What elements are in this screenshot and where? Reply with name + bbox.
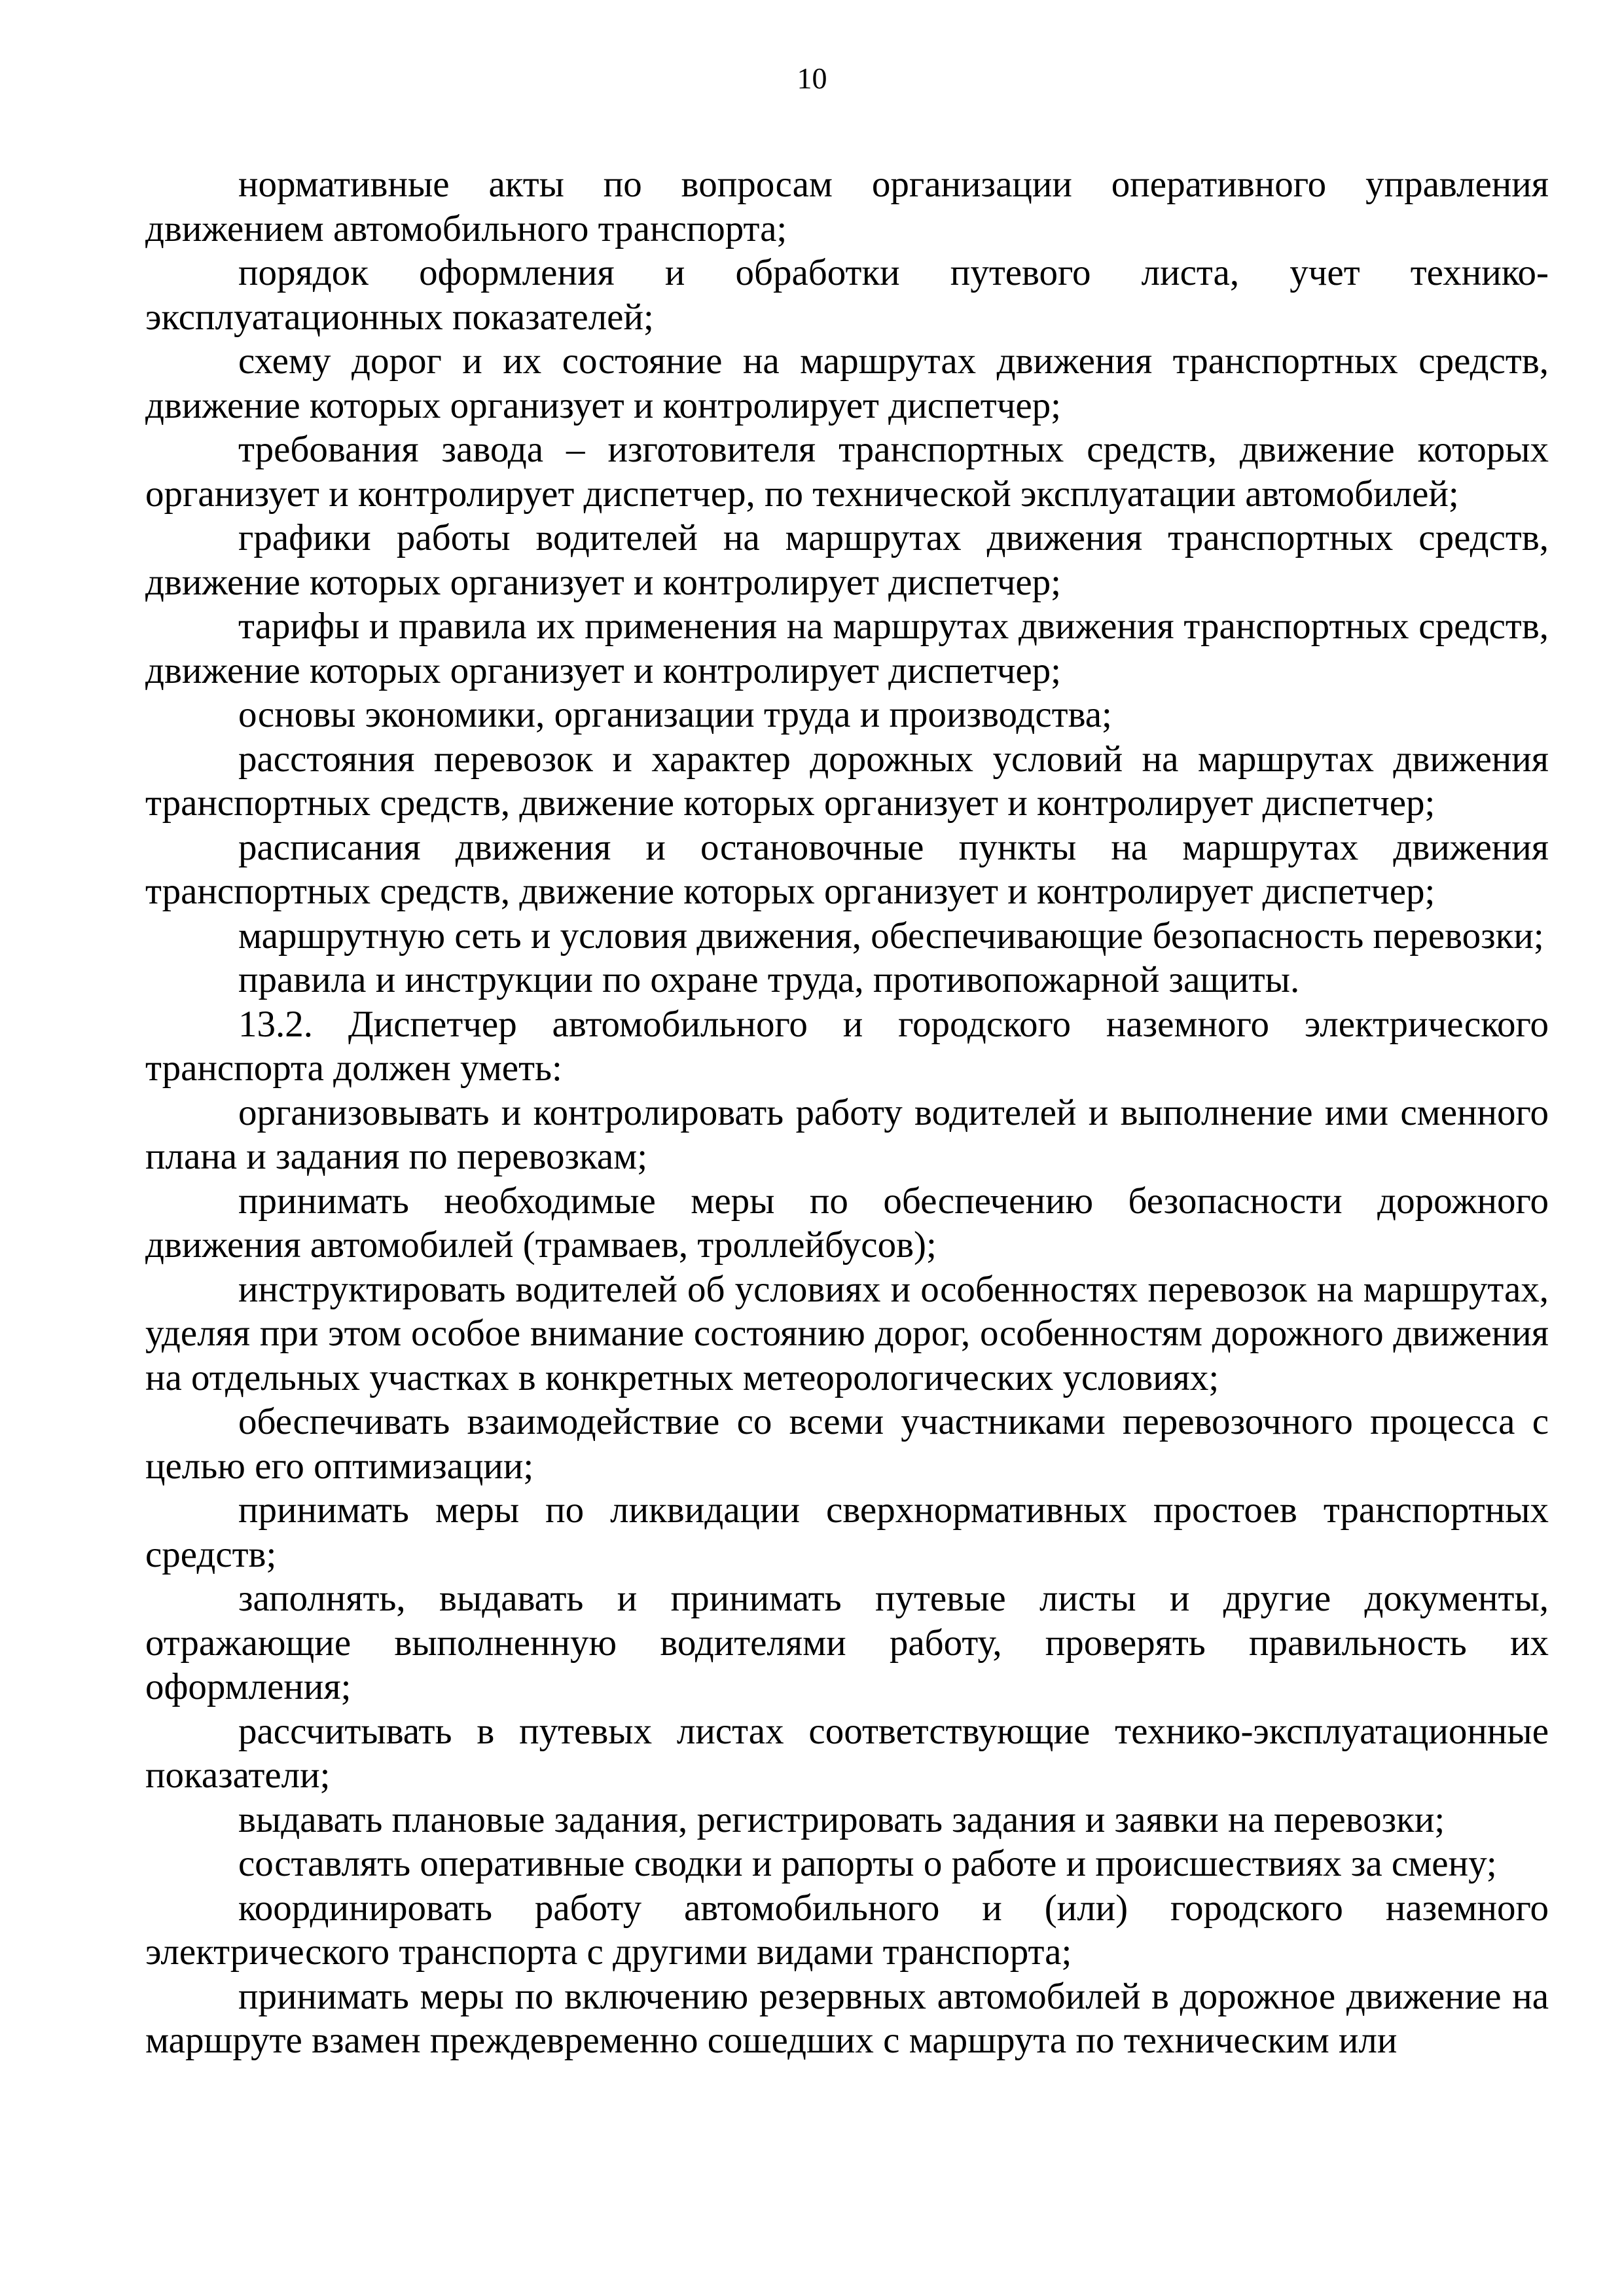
paragraph: обеспечивать взаимодействие со всеми участниками перевозочного процесса с целью его оптимизации; — [145, 1401, 1549, 1487]
paragraph: рассчитывать в путевых листах соответствующие технико-эксплуатационные показатели; — [145, 1710, 1549, 1796]
paragraph: маршрутную сеть и условия движения, обеспечивающие безопасность перевозки; — [238, 915, 1544, 957]
paragraph: требования завода – изготовителя транспортных средств, движение которых организует и контролирует диспетчер, по технической эксплуатации автомобилей; — [145, 429, 1549, 515]
paragraph: нормативные акты по вопросам организации оперативного управления движением автомобильного транспорта; — [145, 164, 1549, 249]
paragraph: расстояния перевозок и характер дорожных условий на маршрутах движения транспортных средств, движение которых организует и контролирует диспетчер; — [145, 738, 1549, 824]
paragraph: порядок оформления и обработки путевого листа, учет технико-эксплуатационных показателей; — [145, 252, 1549, 338]
paragraph: инструктировать водителей об условиях и особенностях перевозок на маршрутах, уделяя при этом особое внимание состоянию дорог, особенностям дорожного движения на отдельных участках в конкретных метеорологических условиях; — [145, 1268, 1549, 1398]
paragraph: заполнять, выдавать и принимать путевые листы и другие документы, отражающие выполненную водителями работу, проверять правильность их оформления; — [145, 1578, 1549, 1707]
paragraph: составлять оперативные сводки и рапорты о работе и происшествиях за смену; — [238, 1843, 1497, 1884]
paragraph: графики работы водителей на маршрутах движения транспортных средств, движение которых организует и контролирует диспетчер; — [145, 517, 1549, 603]
document-body — [145, 162, 1549, 2063]
page-number: 10 — [797, 62, 827, 95]
paragraph: схему дорог и их состояние на маршрутах движения транспортных средств, движение которых организует и контролирует диспетчер; — [145, 340, 1549, 426]
paragraph: принимать необходимые меры по обеспечению безопасности дорожного движения автомобилей (трамваев, троллейбусов); — [145, 1180, 1549, 1266]
paragraph: расписания движения и остановочные пункты на маршрутах движения транспортных средств, движение которых организует и контролирует диспетчер; — [145, 826, 1549, 912]
paragraph: принимать меры по ликвидации сверхнормативных простоев транспортных средств; — [145, 1489, 1549, 1575]
paragraph-continued: принимать меры по включению резервных автомобилей в дорожное движение на маршруте взамен преждевременно сошедших с маршрута по техническим или — [145, 1975, 1549, 2061]
paragraph: выдавать плановые задания, регистрировать задания и заявки на перевозки; — [238, 1798, 1445, 1840]
paragraph: тарифы и правила их применения на маршрутах движения транспортных средств, движение которых организует и контролирует диспетчер; — [145, 606, 1549, 691]
paragraph: правила и инструкции по охране труда, противопожарной защиты. — [238, 959, 1300, 1000]
section-heading-paragraph: 13.2. Диспетчер автомобильного и городского наземного электрического транспорта должен уметь: — [145, 1003, 1549, 1089]
paragraph: основы экономики, организации труда и производства; — [238, 694, 1112, 735]
paragraph: координировать работу автомобильного и (или) городского наземного электрического транспорта с другими видами транспорта; — [145, 1887, 1549, 1973]
paragraph: организовывать и контролировать работу водителей и выполнение ими сменного плана и задания по перевозкам; — [145, 1091, 1549, 1177]
